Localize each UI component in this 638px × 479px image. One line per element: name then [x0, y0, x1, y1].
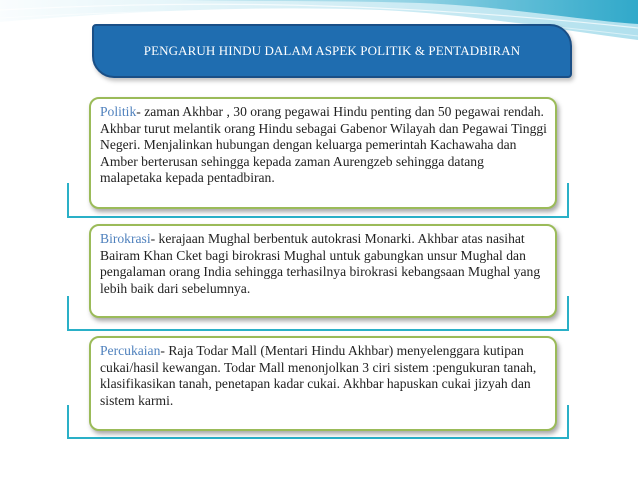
politik-text: - zaman Akhbar , 30 orang pegawai Hindu penting dan 50 pegawai rendah. Akhbar turut melantik orang Hindu sebagai Gabenor Wilayah dan Pegawai Tinggi Negeri. Menjalinkan hubungan dengan keluarga pemerintah Kachawaha dan Amber berterusan sehingga kepada zaman Aurengzeb sehingga datang malapetaka kepada pentadbiran.	[100, 104, 547, 186]
percukaian-box	[89, 336, 557, 431]
birokrasi-keyword: Birokrasi	[100, 231, 151, 246]
politik-keyword: Politik	[100, 104, 137, 119]
birokrasi-box	[89, 224, 557, 318]
slide-title-text: PENGARUH HINDU DALAM ASPEK POLITIK & PENTADBIRAN	[143, 43, 521, 58]
slide-title	[92, 24, 572, 78]
percukaian-keyword: Percukaian	[100, 343, 161, 358]
percukaian-text: - Raja Todar Mall (Mentari Hindu Akhbar) menyelenggara kutipan cukai/hasil kewangan. Todar Mall menonjolkan 3 ciri sistem :pengukuran tanah, klasifikasikan tanah, penetapan kadar cukai. Akhbar hapuskan cukai jizyah dan sistem karmi.	[100, 343, 537, 408]
politik-box	[89, 97, 557, 209]
birokrasi-text: - kerajaan Mughal berbentuk autokrasi Monarki. Akhbar atas nasihat Bairam Khan Cket bagi birokrasi Mughal untuk gabungkan unsur Mughal dan pengalaman orang India sehingga terhasilnya birokrasi kebangsaan Mughal yang lebih baik dari sebelumnya.	[100, 231, 541, 296]
